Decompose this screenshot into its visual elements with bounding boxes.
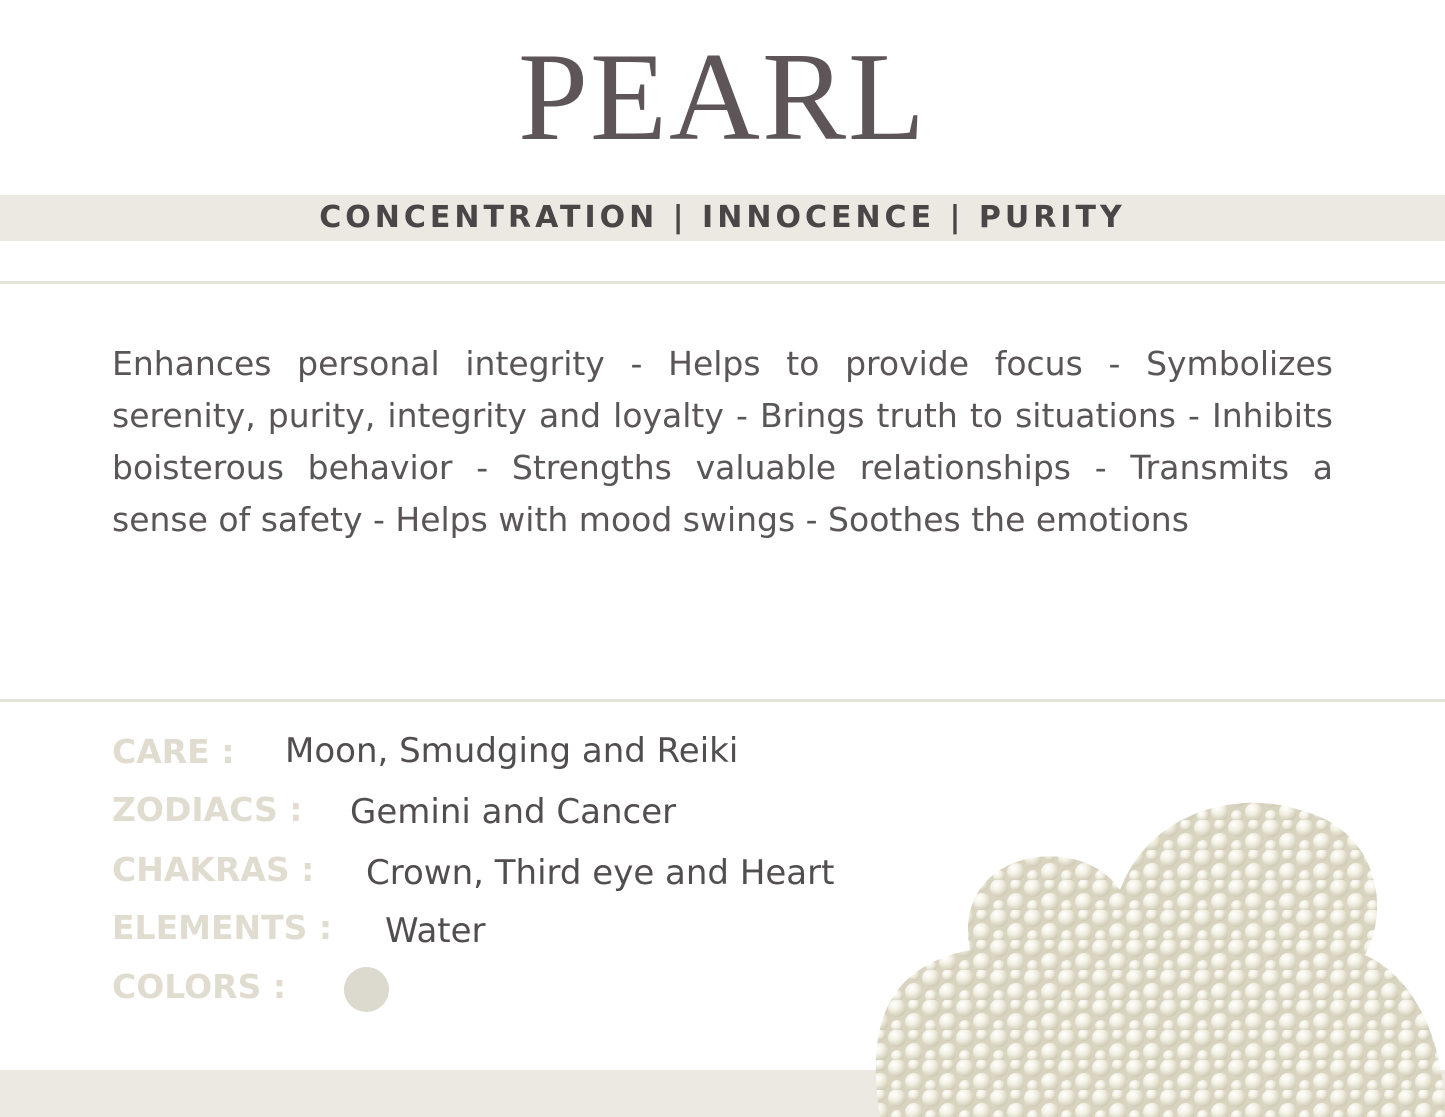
care-value: Moon, Smudging and Reiki [285, 731, 739, 771]
care-label: CARE : [112, 732, 235, 771]
description-text: Enhances personal integrity - Helps to provide focus - Symbolizes serenity, purity, integrity and loyalty - Brings truth to situations - Inhibits boisterous behavior - Strengths valuable relationships - Transmits a sense of safety - Helps with mood swings - Soothes the emotions [112, 344, 1333, 539]
zodiacs-label: ZODIACS : [112, 790, 303, 829]
color-swatch-pearl [344, 967, 389, 1012]
colors-label: COLORS : [112, 967, 287, 1006]
chakras-value: Crown, Third eye and Heart [366, 853, 835, 893]
divider-bottom [0, 699, 1445, 702]
keywords-line: CONCENTRATION | INNOCENCE | PURITY [319, 200, 1126, 235]
zodiacs-value: Gemini and Cancer [350, 792, 677, 832]
chakras-label: CHAKRAS : [112, 850, 315, 889]
divider-top [0, 281, 1445, 284]
page-title: PEARL [517, 28, 928, 167]
pearls-cloud-photo [820, 790, 1445, 1117]
elements-label: ELEMENTS : [112, 908, 333, 947]
elements-value: Water [385, 911, 486, 951]
